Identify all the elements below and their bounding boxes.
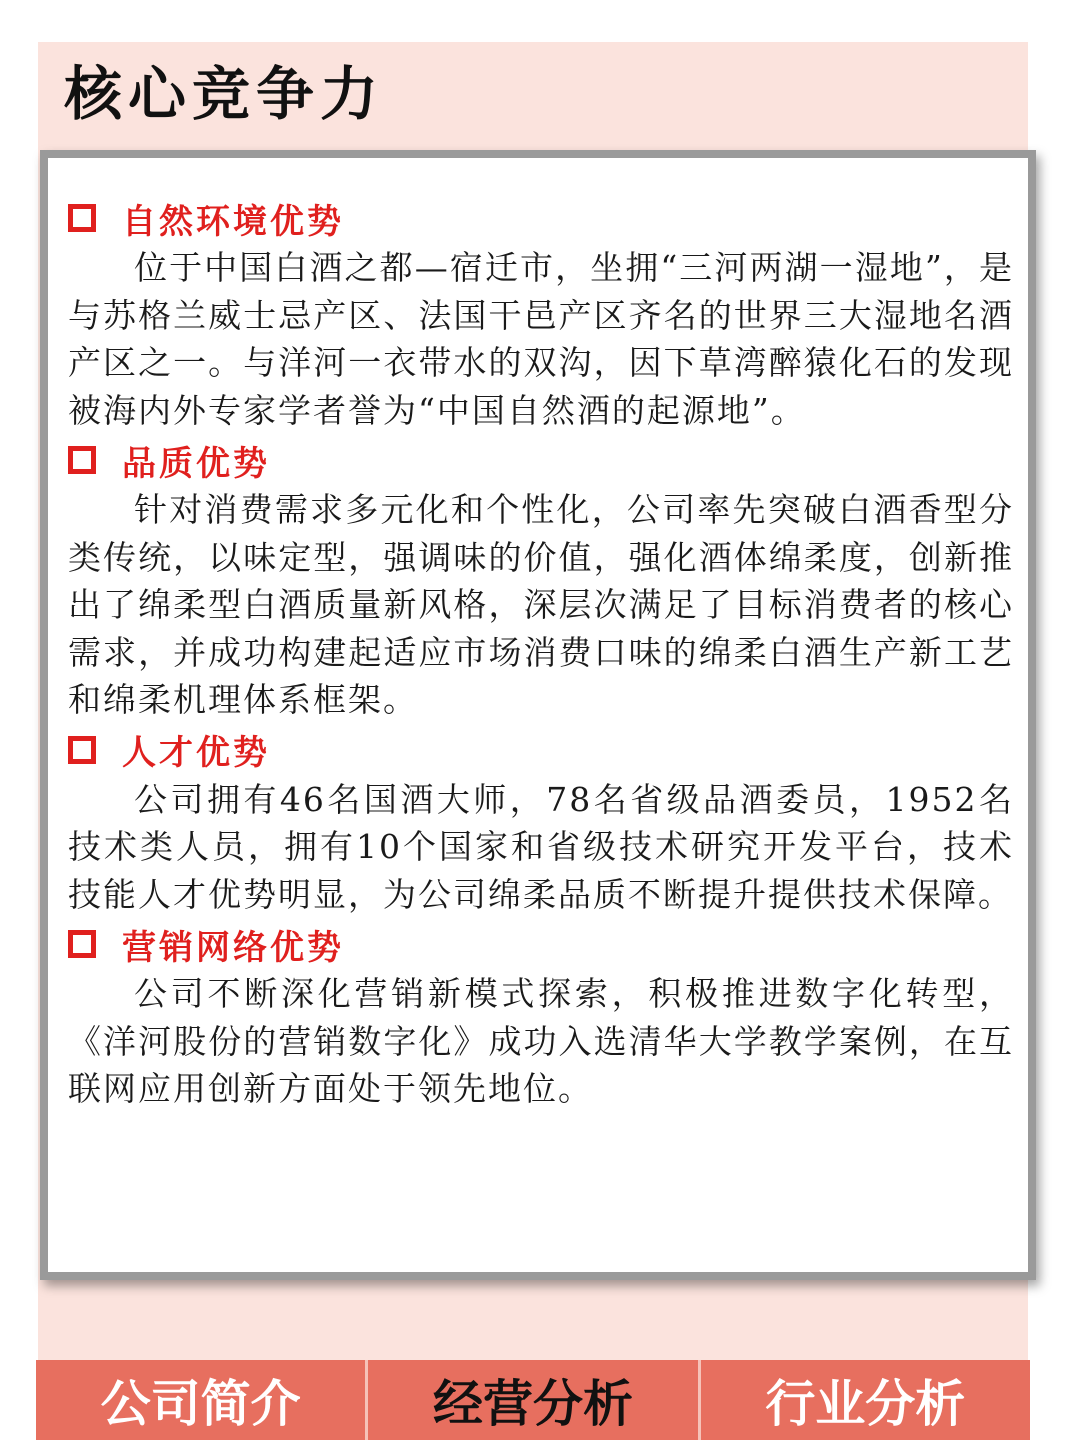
section-body: 公司拥有46名国酒大师，78名省级品酒委员，1952名技术类人员，拥有10个国家和省级技术研究开发平台，技术技能人才优势明显，为公司绵柔品质不断提升提供技术保障。: [68, 779, 1014, 914]
tab-company-profile[interactable]: 公司简介: [36, 1360, 368, 1440]
section-body: 公司不断深化营销新模式探索，积极推进数字化转型，《洋河股份的营销数字化》成功入选清华大学教学案例，在互联网应用创新方面处于领先地位。: [68, 974, 1014, 1108]
section-body: 位于中国白酒之都—宿迁市，坐拥“三河两湖一湿地”，是与苏格兰威士忌产区、法国干邑产区齐名的世界三大湿地名酒产区之一。与洋河一衣带水的双沟，因下草湾醉猿化石的发现被海内外专家学者誉为“中国自然酒的起源地”。: [68, 248, 1014, 430]
section-header: [68, 434, 1014, 486]
section-title: 人才优势: [122, 733, 270, 773]
page-title: 核心竞争力: [64, 60, 385, 128]
tab-industry-analysis[interactable]: 行业分析: [765, 1375, 966, 1433]
checkbox-icon: [68, 736, 96, 764]
section-title: 自然环境优势: [122, 201, 344, 242]
tab-business-analysis[interactable]: 经营分析: [368, 1360, 700, 1440]
content-card: [40, 150, 1036, 1280]
section-body: 针对消费需求多元化和个性化，公司率先突破白酒香型分类传统，以味定型，强调味的价值，强化酒体绵柔度，创新推出了绵柔型白酒质量新风格，深层次满足了目标消费者的核心需求，并成功构建起适应市场消费口味的绵柔白酒生产新工艺和绵柔机理体系框架。: [68, 490, 1014, 719]
section-header: [68, 192, 1014, 244]
section-natural-environment: [68, 192, 1014, 434]
checkbox-icon: [68, 930, 96, 958]
section-header: [68, 724, 1014, 776]
section-title: 营销网络优势: [122, 927, 344, 968]
section-header: [68, 918, 1014, 970]
section-talent: [68, 724, 1014, 919]
section-marketing-network: [68, 918, 1014, 1113]
checkbox-icon: [68, 204, 96, 232]
checkbox-icon: [68, 446, 96, 474]
section-quality: [68, 434, 1014, 724]
section-title: 品质优势: [122, 443, 270, 484]
footer-tab-bar: [36, 1360, 1030, 1440]
